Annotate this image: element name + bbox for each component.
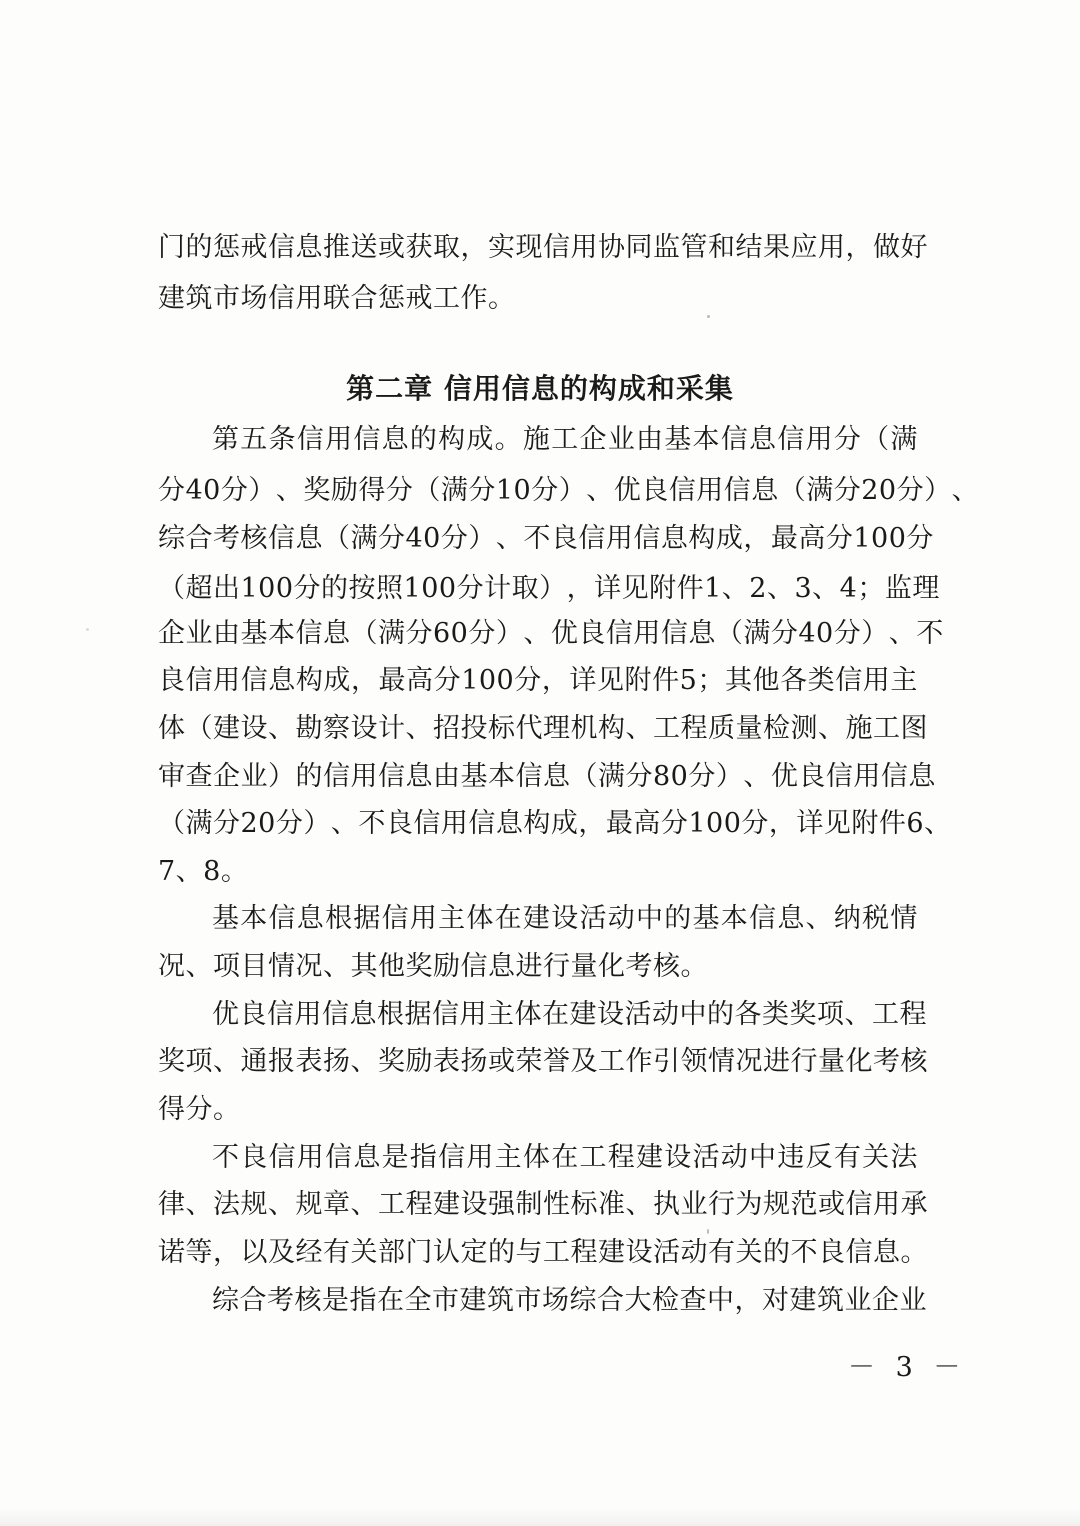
paragraph-line: 诺 等 ， 以 及 经 有 关 部 门 认 定 的 与 工 程 建 设 活 动 有 关 的 不 良 信 息 。	[158, 1237, 928, 1268]
paragraph-line: 分 40 分 ） 、 奖 励 得 分 （ 满 分 10 分 ） 、 优 良 信 用 信 息 （ 满 分 20 分 ） 、	[158, 475, 980, 506]
paragraph-line: 良 信 用 信 息 构 成 ， 最 高 分 100 分 ， 详 见 附 件 5 ； 其 他 各 类 信 用 主	[158, 665, 918, 696]
scan-edge-shadow	[0, 1508, 1080, 1526]
paragraph-line: 体 （ 建 设 、 勘 察 设 计 、 招 投 标 代 理 机 构 、 工 程 质 量 检 测 、 施 工 图	[158, 713, 928, 744]
scan-speck	[86, 628, 89, 631]
paragraph-line: 奖 项 、 通 报 表 扬 、 奖 励 表 扬 或 荣 誉 及 工 作 引 领 情 况 进 行 量 化 考 核	[158, 1046, 928, 1077]
paragraph-line: 综 合 考 核 是 指 在 全 市 建 筑 市 场 综 合 大 检 查 中 ， 对 建 筑 业 企 业	[212, 1285, 927, 1316]
chapter-heading: 第二章 信用信息的构成和采集	[346, 372, 734, 405]
scan-speck	[707, 315, 710, 318]
paragraph-line: （ 超 出 100 分 的 按 照 100 分 计 取 ） ， 详 见 附 件 1 、 2 、 3 、 4 ； 监 理	[158, 573, 940, 604]
paragraph-line: 优 良 信 用 信 息 根 据 信 用 主 体 在 建 设 活 动 中 的 各 类 奖 项 、 工 程	[212, 999, 927, 1030]
paragraph-line: （ 满 分 20 分 ） 、 不 良 信 用 信 息 构 成 ， 最 高 分 100 分 ， 详 见 附 件 6 、	[158, 808, 952, 839]
scan-speck	[707, 1229, 709, 1234]
paragraph-line: 建筑市场信用联合惩戒工作。	[158, 283, 516, 314]
paragraph-line: 7、8。	[158, 856, 249, 887]
paragraph-line: 得分。	[158, 1094, 241, 1125]
paragraph-line: 第 五 条 信 用 信 息 的 构 成 。 施 工 企 业 由 基 本 信 息 信 用 分 （ 满	[212, 424, 918, 455]
paragraph-line: 企 业 由 基 本 信 息 （ 满 分 60 分 ） 、 优 良 信 用 信 息 （ 满 分 40 分 ） 、 不	[158, 618, 944, 649]
paragraph-line: 况、项目情况、其他奖励信息进行量化考核。	[158, 951, 708, 982]
paragraph-line: 综 合 考 核 信 息 （ 满 分 40 分 ） 、 不 良 信 用 信 息 构 成 ， 最 高 分 100 分	[158, 523, 934, 554]
paragraph-line: 门 的 惩 戒 信 息 推 送 或 获 取 ， 实 现 信 用 协 同 监 管 和 结 果 应 用 ， 做 好	[158, 232, 928, 263]
paragraph-line: 不 良 信 用 信 息 是 指 信 用 主 体 在 工 程 建 设 活 动 中 违 反 有 关 法	[212, 1142, 918, 1173]
page-number: － 3 －	[848, 1352, 967, 1383]
paragraph-line: 基 本 信 息 根 据 信 用 主 体 在 建 设 活 动 中 的 基 本 信 息 、 纳 税 情	[212, 903, 918, 934]
paragraph-line: 律 、 法 规 、 规 章 、 工 程 建 设 强 制 性 标 准 、 执 业 行 为 规 范 或 信 用 承	[158, 1189, 928, 1220]
paragraph-line: 审 查 企 业 ） 的 信 用 信 息 由 基 本 信 息 （ 满 分 80 分 ） 、 优 良 信 用 信 息	[158, 761, 936, 792]
